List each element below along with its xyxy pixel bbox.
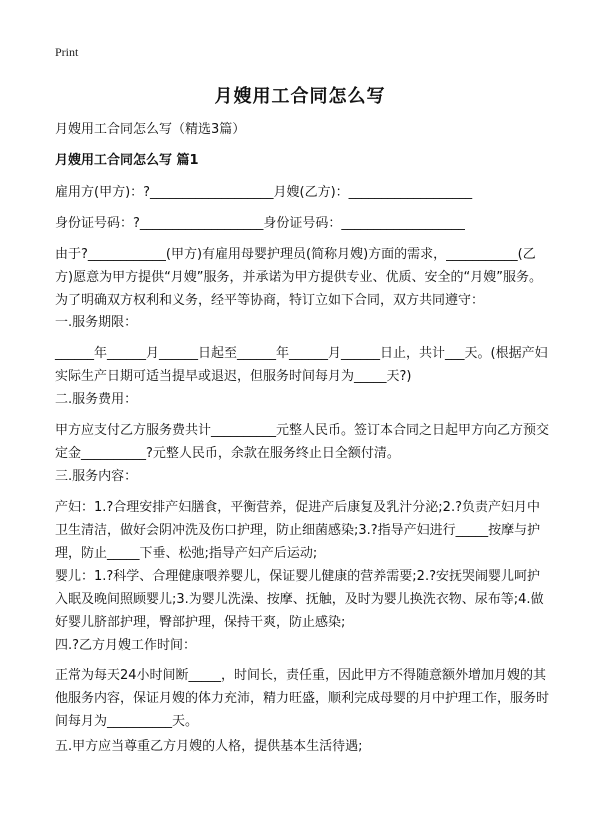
section-title: 月嫂用工合同怎么写 篇1 xyxy=(55,153,199,168)
service-term-paragraph: ______年______月______日起至______年______月______日止，共计___天。(根据产妇实际生产日期可适当提早或退迟，但服务时间每月为_____天?) xyxy=(55,346,548,384)
heading-service-fee: 二.服务费用： xyxy=(55,392,138,407)
work-time-paragraph: 正常为每天24小时间断_____，时间长，责任重，因此甲方不得随意额外增加月嫂的其他服务内容，保证月嫂的体力充沛，精力旺盛，顺利完成母婴的月中护理工作，服务时间每月为__________天。 xyxy=(55,668,550,729)
heading-work-time: 四.?乙方月嫂工作时间： xyxy=(55,638,197,653)
heading-respect: 五.甲方应当尊重乙方月嫂的人格，提供基本生活待遇; xyxy=(55,739,363,754)
id-number-line: 身份证号码：?___________________身份证号码：___________________ xyxy=(55,216,465,231)
employer-line: 雇用方(甲方)：?___________________月嫂(乙方)：___________________ xyxy=(55,185,473,200)
heading-service-term: 一.服务期限： xyxy=(55,315,138,330)
document-title: 月嫂用工合同怎么写 xyxy=(214,86,386,107)
service-fee-paragraph: 甲方应支付乙方服务费共计__________元整人民币。签订本合同之日起甲方向乙方预交定金__________?元整人民币，余款在服务终止日全额付清。 xyxy=(55,423,550,461)
baby-care-paragraph: 婴儿：1.?科学、合理健康喂养婴儿，保证婴儿健康的营养需要;2.?安抚哭闹婴儿呵护入眠及晚间照顾婴儿;3.为婴儿洗澡、按摩、抚触，及时为婴儿换洗衣物、尿布等;4.做好婴儿脐部护理，臀部护理，保持干爽，防止感染; xyxy=(55,569,544,630)
print-link[interactable]: Print xyxy=(55,45,79,59)
heading-service-content: 三.服务内容： xyxy=(55,469,138,484)
mother-care-paragraph: 产妇：1.?合理安排产妇膳食，平衡营养，促进产后康复及乳汁分泌;2.?负责产妇月中卫生清洁，做好会阴冲洗及伤口护理，防止细菌感染;3.?指导产妇进行_____按摩与护理，防止_____下垂、松弛;指导产妇产后运动; xyxy=(55,500,541,561)
intro-paragraph: 由于?____________(甲方)有雇用母婴护理员(简称月嫂)方面的需求，___________(乙方)愿意为甲方提供“月嫂”服务，并承诺为甲方提供专业、优质、安全的“月嫂”服务。为了明确双方权利和义务，经平等协商，特订立如下合同，双方共同遵守： xyxy=(55,247,543,308)
document-subtitle: 月嫂用工合同怎么写（精选3篇） xyxy=(55,122,246,137)
